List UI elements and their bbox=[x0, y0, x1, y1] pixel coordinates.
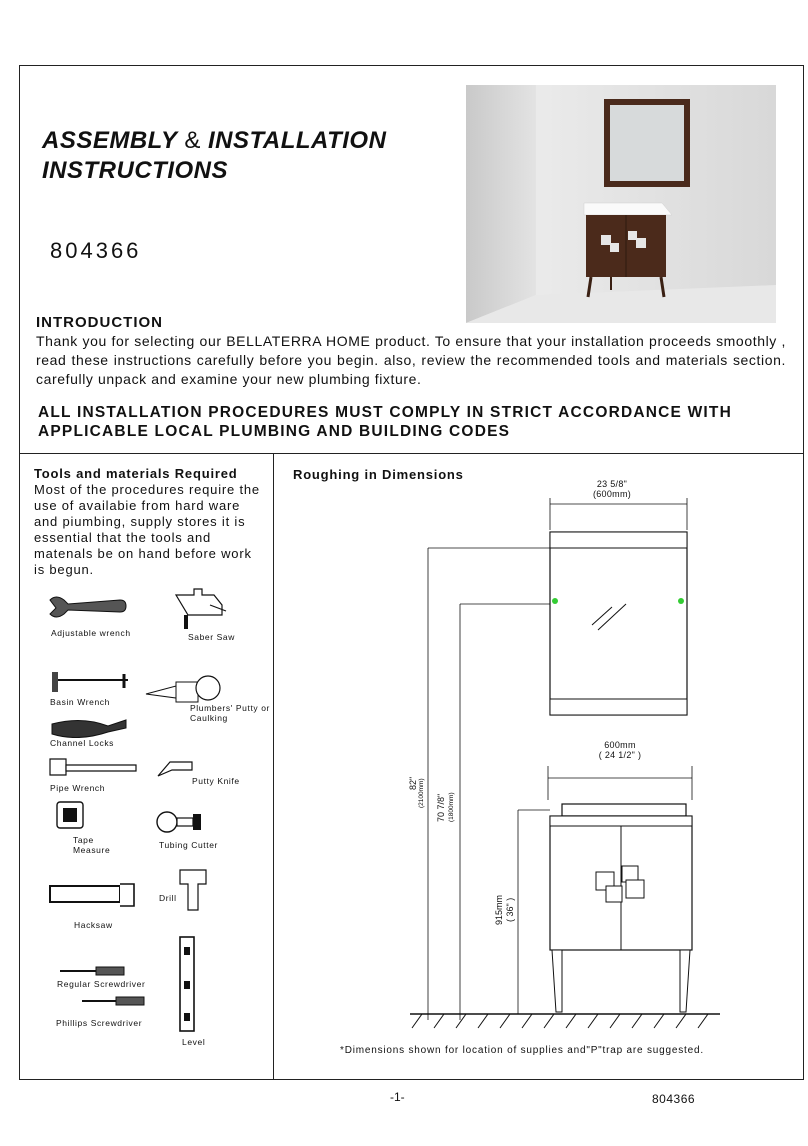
phillips-screwdriver-label: Phillips Screwdriver bbox=[56, 1018, 143, 1028]
column-divider bbox=[273, 453, 274, 1080]
cabinet-height-inches-label bbox=[505, 898, 515, 922]
page-number: -1- bbox=[390, 1090, 405, 1104]
plumbers-putty-label-line2: Caulking bbox=[190, 713, 228, 723]
tubing-cutter-icon bbox=[155, 808, 211, 836]
roughing-diagram bbox=[400, 480, 730, 1040]
product-photo bbox=[466, 85, 776, 323]
cabinet-width-label bbox=[590, 740, 650, 760]
adjustable-wrench-icon bbox=[46, 594, 128, 618]
tools-heading: Tools and materials Required bbox=[34, 466, 238, 481]
introduction-heading: INTRODUCTION bbox=[36, 314, 163, 331]
model-number: 804366 bbox=[50, 238, 142, 263]
pipe-wrench-label: Pipe Wrench bbox=[50, 783, 106, 793]
level-icon bbox=[178, 935, 198, 1035]
drill-icon bbox=[176, 866, 216, 914]
mirror-height-mm-label bbox=[448, 792, 455, 822]
regular-screwdriver-label: Regular Screwdriver bbox=[57, 979, 146, 989]
mirror-height-mm: (1800mm) bbox=[448, 792, 455, 822]
mirror-width-label bbox=[587, 479, 637, 499]
roughing-heading: Roughing in Dimensions bbox=[293, 467, 464, 482]
title-part-assembly: ASSEMBLY bbox=[42, 127, 178, 154]
cabinet-width-mm: 600mm bbox=[604, 740, 636, 750]
pipe-wrench-icon bbox=[46, 755, 140, 781]
putty-knife-icon bbox=[156, 758, 196, 780]
mirror-width-mm: (600mm) bbox=[592, 489, 632, 499]
footer-model-number: 804366 bbox=[652, 1092, 696, 1106]
plumbers-putty-label-line1: Plumbers' Putty or bbox=[190, 703, 270, 713]
hacksaw-label: Hacksaw bbox=[74, 920, 113, 930]
channel-locks-icon bbox=[50, 716, 130, 738]
dimensions-note: *Dimensions shown for location of supplies and"P"trap are suggested. bbox=[340, 1045, 704, 1056]
saber-saw-label: Saber Saw bbox=[188, 632, 235, 642]
drill-label: Drill bbox=[159, 893, 177, 903]
basin-wrench-label: Basin Wrench bbox=[50, 697, 110, 707]
putty-knife-label: Putty Knife bbox=[192, 776, 240, 786]
cabinet-height-mm: 915mm bbox=[494, 894, 504, 925]
level-label: Level bbox=[182, 1037, 206, 1047]
channel-locks-label: Channel Locks bbox=[50, 738, 115, 748]
title-part-installation: INSTALLATION bbox=[208, 127, 387, 154]
tape-measure-label bbox=[73, 835, 110, 855]
mirror-width-inches: 23 5/8" bbox=[596, 479, 628, 489]
mirror-mount-left-icon bbox=[552, 598, 558, 604]
regular-screwdriver-icon bbox=[58, 964, 128, 978]
mirror-outline bbox=[550, 532, 687, 715]
basin-wrench-icon bbox=[46, 670, 136, 696]
title-part-instructions: INSTRUCTIONS bbox=[42, 157, 228, 184]
tubing-cutter-label: Tubing Cutter bbox=[159, 840, 218, 850]
cabinet-height-inches: ( 36" ) bbox=[505, 897, 515, 922]
plumbers-putty-label bbox=[190, 703, 270, 723]
cabinet-height-label bbox=[494, 895, 504, 925]
document-title bbox=[42, 126, 386, 186]
section-divider bbox=[19, 453, 804, 454]
mirror-height-label bbox=[436, 794, 446, 822]
total-height-mm: (2100mm) bbox=[418, 778, 425, 808]
tools-text: Most of the procedures require the use of availabie from hard ware and piumbing, supply stores it is essential that the tools and matenals be on hand before work is begun. bbox=[34, 482, 260, 577]
total-height-mm-label bbox=[418, 778, 425, 808]
introduction-text: Thank you for selecting our BELLATERRA HOME product. To ensure that your installation proceeds smoothly , read these instructions carefully before you begin. also, review the recommended tools and materials section. carefully unpack and examine your new plumbing fixture. bbox=[36, 333, 786, 387]
total-height-label bbox=[408, 777, 418, 790]
plumbers-putty-icon bbox=[142, 672, 232, 706]
compliance-notice: ALL INSTALLATION PROCEDURES MUST COMPLY IN STRICT ACCORDANCE WITH APPLICABLE LOCAL PLUMBING AND BUILDING CODES bbox=[38, 404, 732, 440]
adjustable-wrench-label: Adjustable wrench bbox=[51, 628, 131, 638]
tape-measure-icon bbox=[55, 800, 87, 830]
cabinet-width-inches: ( 24 1/2" ) bbox=[598, 750, 642, 760]
phillips-screwdriver-icon bbox=[80, 994, 146, 1008]
tape-measure-label-line2: Measure bbox=[73, 845, 111, 855]
total-height-inches: 82" bbox=[408, 776, 418, 790]
hacksaw-icon bbox=[46, 880, 138, 910]
saber-saw-icon bbox=[170, 585, 230, 631]
mirror-height-inches: 70 7/8" bbox=[436, 793, 446, 822]
tape-measure-label-line1: Tape bbox=[73, 835, 94, 845]
mirror-mount-right-icon bbox=[678, 598, 684, 604]
title-ampersand: & bbox=[184, 127, 201, 154]
